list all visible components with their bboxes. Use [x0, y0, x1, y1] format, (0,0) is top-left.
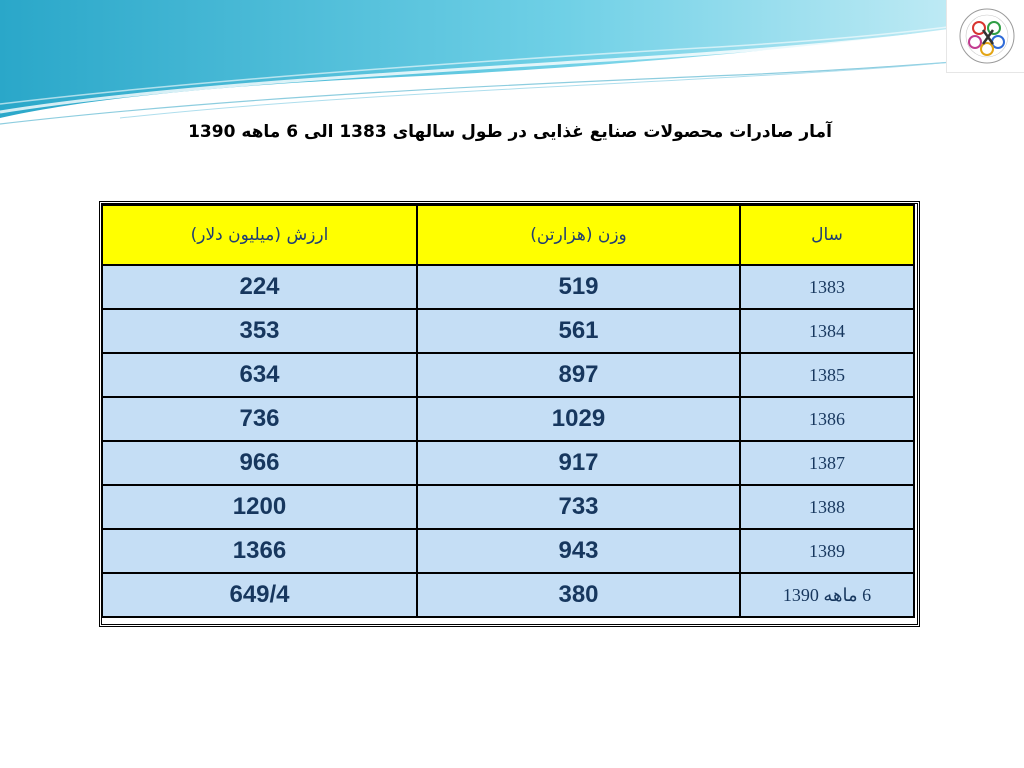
cell-year: 1389	[740, 529, 914, 573]
organization-logo	[946, 0, 1024, 73]
cell-value: 966	[102, 441, 417, 485]
table-row	[102, 265, 914, 309]
cell-value: 1366	[102, 529, 417, 573]
table-row	[102, 309, 914, 353]
header-weight: وزن (هزارتن)	[417, 205, 740, 265]
header-year: سال	[740, 205, 914, 265]
cell-weight: 380	[417, 573, 740, 617]
cell-value: 1200	[102, 485, 417, 529]
cell-value: 224	[102, 265, 417, 309]
cell-weight: 917	[417, 441, 740, 485]
table-row	[102, 397, 914, 441]
cell-value: 649/4	[102, 573, 417, 617]
cell-year: 1386	[740, 397, 914, 441]
cell-year: 1385	[740, 353, 914, 397]
cell-value: 634	[102, 353, 417, 397]
cell-value: 736	[102, 397, 417, 441]
cell-weight: 1029	[417, 397, 740, 441]
table-row	[102, 573, 914, 617]
cell-weight: 943	[417, 529, 740, 573]
export-stats-table	[101, 204, 915, 618]
cell-year: 1388	[740, 485, 914, 529]
table-header-row	[102, 205, 914, 265]
cell-weight: 733	[417, 485, 740, 529]
cell-year: 1383	[740, 265, 914, 309]
cell-value: 353	[102, 309, 417, 353]
table-row	[102, 529, 914, 573]
header-value: ارزش (میلیون دلار)	[102, 205, 417, 265]
table-row	[102, 485, 914, 529]
table-row	[102, 441, 914, 485]
slide-title: آمار صادرات محصولات صنایع غذایی در طول سالهای 1383 الی 6 ماهه 1390	[188, 122, 832, 142]
cell-weight: 897	[417, 353, 740, 397]
header-wave-decoration	[0, 0, 1024, 130]
cell-year: 1387	[740, 441, 914, 485]
table-row	[102, 353, 914, 397]
cell-year: 6 ماهه 1390	[740, 573, 914, 617]
cell-weight: 561	[417, 309, 740, 353]
cell-weight: 519	[417, 265, 740, 309]
logo-emblem-icon	[947, 0, 1024, 72]
cell-year: 1384	[740, 309, 914, 353]
